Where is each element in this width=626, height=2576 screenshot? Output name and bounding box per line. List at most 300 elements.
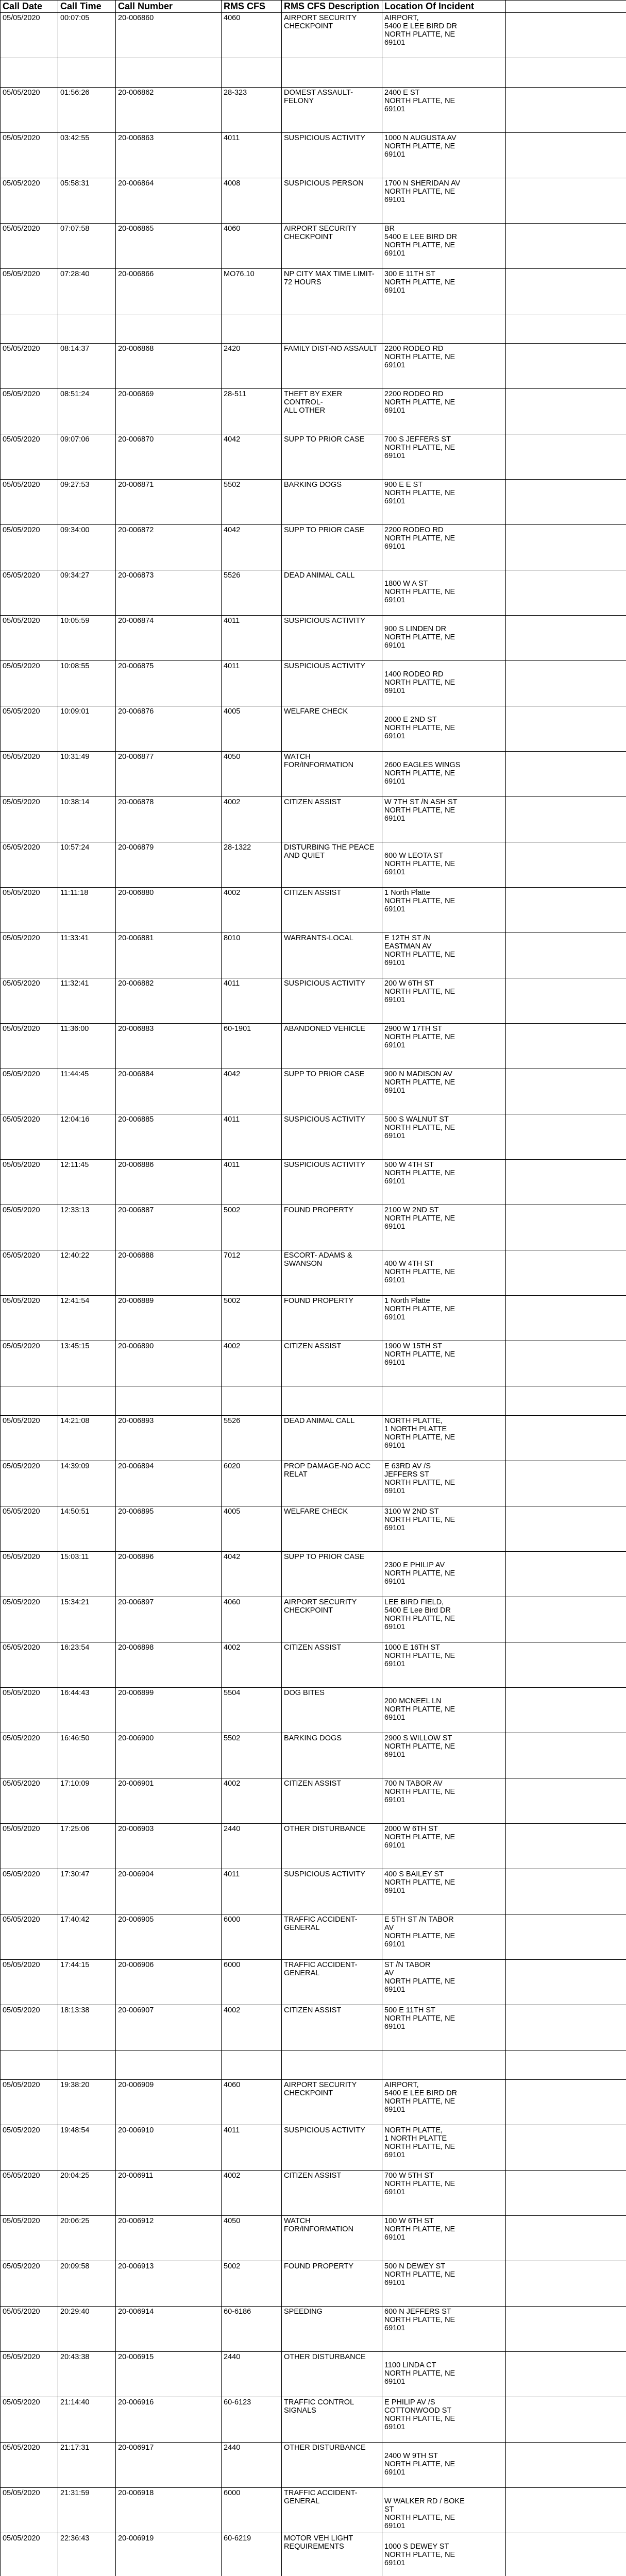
cell-call-time: 20:06:25 — [58, 2216, 116, 2261]
cell-location: 2900 S WILLOW ST NORTH PLATTE, NE 69101 — [382, 1733, 506, 1778]
cell-call-number: 20-006912 — [116, 2216, 222, 2261]
cell-extra — [506, 1341, 626, 1386]
cell-location: 700 W 5TH ST NORTH PLATTE, NE 69101 — [382, 2171, 506, 2216]
cell-rms-cfs: 60-6123 — [222, 2397, 282, 2443]
cell-call-number: 20-006903 — [116, 1824, 222, 1869]
table-row — [1, 1296, 626, 1341]
cell-rms-cfs: 60-6186 — [222, 2307, 282, 2352]
cell-location: E PHILIP AV /S COTTONWOOD ST NORTH PLATTE, NE 69101 — [382, 2397, 506, 2443]
cell-rms-cfs: 4002 — [222, 797, 282, 842]
table-row — [1, 2397, 626, 2443]
cell-rms-cfs: 4011 — [222, 978, 282, 1024]
cell-call-number: 20-006917 — [116, 2443, 222, 2488]
blank-cell — [1, 314, 58, 344]
cell-call-date: 05/05/2020 — [1, 88, 58, 133]
cell-rms-cfs: 4002 — [222, 1778, 282, 1824]
cell-location: 900 S LINDEN DR NORTH PLATTE, NE 69101 — [382, 616, 506, 661]
cell-call-number: 20-006878 — [116, 797, 222, 842]
cell-call-time: 11:36:00 — [58, 1024, 116, 1069]
cell-call-time: 21:31:59 — [58, 2488, 116, 2533]
cell-call-date: 05/05/2020 — [1, 1024, 58, 1069]
cell-rms-cfs: 4011 — [222, 661, 282, 706]
cell-call-date: 05/05/2020 — [1, 344, 58, 389]
cell-call-time: 09:27:53 — [58, 480, 116, 525]
cell-extra — [506, 1250, 626, 1296]
blank-cell — [1, 2050, 58, 2080]
cell-location: E 5TH ST /N TABOR AV NORTH PLATTE, NE 69101 — [382, 1914, 506, 1960]
cell-description: PROP DAMAGE-NO ACC RELAT — [282, 1461, 382, 1506]
header-call-date: Call Date — [1, 1, 58, 13]
cell-extra — [506, 1160, 626, 1205]
cell-location: 1000 S DEWEY ST NORTH PLATTE, NE 69101 — [382, 2533, 506, 2576]
cell-call-time: 17:40:42 — [58, 1914, 116, 1960]
cell-description: SUSPICIOUS ACTIVITY — [282, 616, 382, 661]
cell-extra — [506, 2533, 626, 2576]
cell-call-time: 08:14:37 — [58, 344, 116, 389]
cell-rms-cfs: 4011 — [222, 616, 282, 661]
cell-location: 400 W 4TH ST NORTH PLATTE, NE 69101 — [382, 1250, 506, 1296]
table-row — [1, 2307, 626, 2352]
cell-call-time: 07:28:40 — [58, 269, 116, 314]
cell-call-number: 20-006868 — [116, 344, 222, 389]
cell-extra — [506, 2171, 626, 2216]
cell-rms-cfs: 60-6219 — [222, 2533, 282, 2576]
cell-extra — [506, 1688, 626, 1733]
cell-call-date: 05/05/2020 — [1, 842, 58, 888]
cell-call-number: 20-006872 — [116, 525, 222, 570]
cell-call-date: 05/05/2020 — [1, 570, 58, 616]
cell-call-time: 18:13:38 — [58, 2005, 116, 2050]
cell-description: CITIZEN ASSIST — [282, 797, 382, 842]
table-row — [1, 344, 626, 389]
cell-description: WATCH FOR/INFORMATION — [282, 2216, 382, 2261]
cell-call-date: 05/05/2020 — [1, 1069, 58, 1114]
cell-call-date: 05/05/2020 — [1, 2216, 58, 2261]
cell-description: DEAD ANIMAL CALL — [282, 570, 382, 616]
cell-extra — [506, 1024, 626, 1069]
table-row — [1, 1205, 626, 1250]
cell-location: 1100 LINDA CT NORTH PLATTE, NE 69101 — [382, 2352, 506, 2397]
cell-location: W 7TH ST /N ASH ST NORTH PLATTE, NE 69101 — [382, 797, 506, 842]
cell-call-time: 14:21:08 — [58, 1416, 116, 1461]
blank-cell — [58, 2050, 116, 2080]
cell-extra — [506, 525, 626, 570]
cell-call-number: 20-006899 — [116, 1688, 222, 1733]
blank-cell — [282, 1386, 382, 1416]
cell-call-time: 11:44:45 — [58, 1069, 116, 1114]
cell-extra — [506, 1869, 626, 1914]
cell-call-date: 05/05/2020 — [1, 1778, 58, 1824]
cell-location: 500 N DEWEY ST NORTH PLATTE, NE 69101 — [382, 2261, 506, 2307]
table-row — [1, 1597, 626, 1642]
cell-call-number: 20-006882 — [116, 978, 222, 1024]
cell-extra — [506, 706, 626, 752]
cell-call-number: 20-006898 — [116, 1642, 222, 1688]
cell-description: AIRPORT SECURITY CHECKPOINT — [282, 224, 382, 269]
blank-cell — [116, 2050, 222, 2080]
cell-description: TRAFFIC ACCIDENT- GENERAL — [282, 1960, 382, 2005]
cell-call-date: 05/05/2020 — [1, 2080, 58, 2125]
cell-call-number: 20-006860 — [116, 13, 222, 58]
table-row — [1, 1250, 626, 1296]
cell-extra — [506, 616, 626, 661]
cell-rms-cfs: 60-1901 — [222, 1024, 282, 1069]
cell-call-number: 20-006888 — [116, 1250, 222, 1296]
cell-call-time: 12:11:45 — [58, 1160, 116, 1205]
cell-call-time: 20:09:58 — [58, 2261, 116, 2307]
cell-extra — [506, 2488, 626, 2533]
cell-call-time: 09:34:27 — [58, 570, 116, 616]
cell-call-number: 20-006864 — [116, 178, 222, 224]
cell-call-number: 20-006894 — [116, 1461, 222, 1506]
cell-call-time: 17:30:47 — [58, 1869, 116, 1914]
cell-rms-cfs: 4011 — [222, 133, 282, 178]
cell-description: CITIZEN ASSIST — [282, 888, 382, 933]
cell-call-time: 10:08:55 — [58, 661, 116, 706]
cell-description: FAMILY DIST-NO ASSAULT — [282, 344, 382, 389]
cell-call-number: 20-006866 — [116, 269, 222, 314]
cell-call-date: 05/05/2020 — [1, 933, 58, 978]
table-row — [1, 2352, 626, 2397]
cell-call-number: 20-006881 — [116, 933, 222, 978]
cell-call-date: 05/05/2020 — [1, 706, 58, 752]
blank-cell — [222, 314, 282, 344]
blank-row — [1, 58, 626, 88]
cell-call-number: 20-006865 — [116, 224, 222, 269]
cell-description: MOTOR VEH LIGHT REQUIREMENTS — [282, 2533, 382, 2576]
cell-location: 1000 E 16TH ST NORTH PLATTE, NE 69101 — [382, 1642, 506, 1688]
table-row — [1, 1733, 626, 1778]
cell-description: AIRPORT SECURITY CHECKPOINT — [282, 1597, 382, 1642]
cell-rms-cfs: 4002 — [222, 1341, 282, 1386]
cell-location: NORTH PLATTE, 1 NORTH PLATTE NORTH PLATTE, NE 69101 — [382, 2125, 506, 2171]
cell-rms-cfs: 5526 — [222, 1416, 282, 1461]
cell-rms-cfs: 2440 — [222, 2443, 282, 2488]
table-row — [1, 1506, 626, 1552]
cell-call-time: 10:38:14 — [58, 797, 116, 842]
cell-extra — [506, 1914, 626, 1960]
cell-call-number: 20-006877 — [116, 752, 222, 797]
cell-call-number: 20-006907 — [116, 2005, 222, 2050]
table-row — [1, 480, 626, 525]
cell-call-time: 16:46:50 — [58, 1733, 116, 1778]
cell-call-time: 00:07:05 — [58, 13, 116, 58]
cell-description: DISTURBING THE PEACE AND QUIET — [282, 842, 382, 888]
cell-rms-cfs: 4060 — [222, 224, 282, 269]
blank-cell — [222, 2050, 282, 2080]
cell-call-time: 10:57:24 — [58, 842, 116, 888]
cell-location: BR 5400 E LEE BIRD DR NORTH PLATTE, NE 69101 — [382, 224, 506, 269]
cell-call-time: 01:56:26 — [58, 88, 116, 133]
cell-description: SUSPICIOUS ACTIVITY — [282, 661, 382, 706]
table-row — [1, 1688, 626, 1733]
cell-rms-cfs: 6000 — [222, 1914, 282, 1960]
table-row — [1, 570, 626, 616]
cell-rms-cfs: 4011 — [222, 2125, 282, 2171]
table-row — [1, 842, 626, 888]
cell-call-number: 20-006876 — [116, 706, 222, 752]
cell-call-time: 21:14:40 — [58, 2397, 116, 2443]
table-row — [1, 1869, 626, 1914]
cell-call-number: 20-006863 — [116, 133, 222, 178]
cell-extra — [506, 978, 626, 1024]
cell-call-time: 11:11:18 — [58, 888, 116, 933]
cell-location: 900 E E ST NORTH PLATTE, NE 69101 — [382, 480, 506, 525]
cell-description: AIRPORT SECURITY CHECKPOINT — [282, 13, 382, 58]
cell-extra — [506, 224, 626, 269]
cell-call-number: 20-006904 — [116, 1869, 222, 1914]
cell-rms-cfs: 4005 — [222, 1506, 282, 1552]
header-location-of-incident: Location Of Incident — [382, 1, 506, 13]
cell-rms-cfs: 2440 — [222, 2352, 282, 2397]
cell-call-number: 20-006896 — [116, 1552, 222, 1597]
cell-location: ST /N TABOR AV NORTH PLATTE, NE 69101 — [382, 1960, 506, 2005]
cell-call-time: 15:03:11 — [58, 1552, 116, 1597]
cell-description: TRAFFIC ACCIDENT- GENERAL — [282, 1914, 382, 1960]
cell-location: 500 E 11TH ST NORTH PLATTE, NE 69101 — [382, 2005, 506, 2050]
cell-call-number: 20-006905 — [116, 1914, 222, 1960]
cell-description: WATCH FOR/INFORMATION — [282, 752, 382, 797]
cell-call-date: 05/05/2020 — [1, 2488, 58, 2533]
cell-call-number: 20-006874 — [116, 616, 222, 661]
cell-call-time: 11:32:41 — [58, 978, 116, 1024]
cell-extra — [506, 389, 626, 434]
cell-description: BARKING DOGS — [282, 480, 382, 525]
blank-cell — [282, 58, 382, 88]
blank-cell — [382, 1386, 506, 1416]
table-row — [1, 1960, 626, 2005]
cell-call-time: 12:33:13 — [58, 1205, 116, 1250]
blank-cell — [382, 2050, 506, 2080]
cell-call-number: 20-006911 — [116, 2171, 222, 2216]
cell-call-date: 05/05/2020 — [1, 2005, 58, 2050]
cell-extra — [506, 2125, 626, 2171]
cell-location: 400 S BAILEY ST NORTH PLATTE, NE 69101 — [382, 1869, 506, 1914]
cell-call-number: 20-006895 — [116, 1506, 222, 1552]
cell-location: 500 S WALNUT ST NORTH PLATTE, NE 69101 — [382, 1114, 506, 1160]
cell-description: TRAFFIC ACCIDENT- GENERAL — [282, 2488, 382, 2533]
cell-description: FOUND PROPERTY — [282, 1205, 382, 1250]
cell-call-number: 20-006901 — [116, 1778, 222, 1824]
cell-call-time: 19:48:54 — [58, 2125, 116, 2171]
cell-call-date: 05/05/2020 — [1, 1114, 58, 1160]
cell-rms-cfs: 4042 — [222, 434, 282, 480]
cell-rms-cfs: 4042 — [222, 525, 282, 570]
cell-description: CITIZEN ASSIST — [282, 2005, 382, 2050]
cell-extra — [506, 434, 626, 480]
cell-description: DOG BITES — [282, 1688, 382, 1733]
cell-rms-cfs: MO76.10 — [222, 269, 282, 314]
cell-description: FOUND PROPERTY — [282, 2261, 382, 2307]
cell-call-number: 20-006870 — [116, 434, 222, 480]
cell-rms-cfs: 5526 — [222, 570, 282, 616]
blank-cell — [58, 1386, 116, 1416]
cell-extra — [506, 1824, 626, 1869]
table-row — [1, 2171, 626, 2216]
cell-call-number: 20-006900 — [116, 1733, 222, 1778]
cell-location: 2600 EAGLES WINGS NORTH PLATTE, NE 69101 — [382, 752, 506, 797]
cell-location: 300 E 11TH ST NORTH PLATTE, NE 69101 — [382, 269, 506, 314]
table-row — [1, 13, 626, 58]
cell-description: CITIZEN ASSIST — [282, 1642, 382, 1688]
cell-rms-cfs: 4050 — [222, 2216, 282, 2261]
table-row — [1, 434, 626, 480]
cell-description: OTHER DISTURBANCE — [282, 2443, 382, 2488]
cell-call-date: 05/05/2020 — [1, 1461, 58, 1506]
cell-extra — [506, 1597, 626, 1642]
cell-call-time: 12:40:22 — [58, 1250, 116, 1296]
cell-location: 500 W 4TH ST NORTH PLATTE, NE 69101 — [382, 1160, 506, 1205]
blank-cell — [382, 58, 506, 88]
cell-rms-cfs: 28-1322 — [222, 842, 282, 888]
table-row — [1, 2216, 626, 2261]
table-row — [1, 1024, 626, 1069]
cell-call-date: 05/05/2020 — [1, 1416, 58, 1461]
cell-location: 1900 W 15TH ST NORTH PLATTE, NE 69101 — [382, 1341, 506, 1386]
cell-extra — [506, 2216, 626, 2261]
table-row — [1, 1914, 626, 1960]
cell-description: SUSPICIOUS ACTIVITY — [282, 2125, 382, 2171]
cell-rms-cfs: 4002 — [222, 888, 282, 933]
cell-call-date: 05/05/2020 — [1, 1160, 58, 1205]
cell-location: 100 W 6TH ST NORTH PLATTE, NE 69101 — [382, 2216, 506, 2261]
cell-description: DEAD ANIMAL CALL — [282, 1416, 382, 1461]
cell-call-time: 15:34:21 — [58, 1597, 116, 1642]
cell-call-time: 09:34:00 — [58, 525, 116, 570]
header-call-time: Call Time — [58, 1, 116, 13]
cell-call-time: 10:31:49 — [58, 752, 116, 797]
cell-extra — [506, 480, 626, 525]
cell-extra — [506, 570, 626, 616]
cell-call-number: 20-006919 — [116, 2533, 222, 2576]
cell-rms-cfs: 4002 — [222, 2171, 282, 2216]
cell-call-number: 20-006869 — [116, 389, 222, 434]
cell-call-date: 05/05/2020 — [1, 1296, 58, 1341]
cell-location: LEE BIRD FIELD, 5400 E Lee Bird DR NORTH PLATTE, NE 69101 — [382, 1597, 506, 1642]
blank-row — [1, 1386, 626, 1416]
cell-description: SUSPICIOUS ACTIVITY — [282, 1114, 382, 1160]
cell-call-number: 20-006918 — [116, 2488, 222, 2533]
cell-call-number: 20-006906 — [116, 1960, 222, 2005]
cell-extra — [506, 2261, 626, 2307]
blank-cell — [58, 314, 116, 344]
cell-call-date: 05/05/2020 — [1, 13, 58, 58]
cell-extra — [506, 178, 626, 224]
cell-extra — [506, 2443, 626, 2488]
cell-call-number: 20-006913 — [116, 2261, 222, 2307]
cell-rms-cfs: 4002 — [222, 2005, 282, 2050]
cell-extra — [506, 1552, 626, 1597]
cell-rms-cfs: 5504 — [222, 1688, 282, 1733]
cell-call-time: 11:33:41 — [58, 933, 116, 978]
cell-description: THEFT BY EXER CONTROL- ALL OTHER — [282, 389, 382, 434]
cell-location: 2900 W 17TH ST NORTH PLATTE, NE 69101 — [382, 1024, 506, 1069]
cell-extra — [506, 797, 626, 842]
header-blank — [506, 1, 626, 13]
cell-extra — [506, 344, 626, 389]
cell-call-date: 05/05/2020 — [1, 888, 58, 933]
cell-description: WELFARE CHECK — [282, 1506, 382, 1552]
cell-location: 900 N MADISON AV NORTH PLATTE, NE 69101 — [382, 1069, 506, 1114]
cell-call-time: 12:41:54 — [58, 1296, 116, 1341]
cell-extra — [506, 1642, 626, 1688]
table-row — [1, 933, 626, 978]
cell-rms-cfs: 4002 — [222, 1642, 282, 1688]
cell-extra — [506, 842, 626, 888]
cell-call-number: 20-006884 — [116, 1069, 222, 1114]
cell-call-number: 20-006886 — [116, 1160, 222, 1205]
cell-location: 2200 RODEO RD NORTH PLATTE, NE 69101 — [382, 344, 506, 389]
table-row — [1, 178, 626, 224]
cell-description: CITIZEN ASSIST — [282, 1341, 382, 1386]
header-rms-cfs: RMS CFS — [222, 1, 282, 13]
table-row — [1, 752, 626, 797]
cell-call-number: 20-006885 — [116, 1114, 222, 1160]
table-row — [1, 1114, 626, 1160]
cell-location: 200 W 6TH ST NORTH PLATTE, NE 69101 — [382, 978, 506, 1024]
cell-description: ESCORT- ADAMS & SWANSON — [282, 1250, 382, 1296]
cell-call-time: 17:10:09 — [58, 1778, 116, 1824]
cell-call-time: 16:23:54 — [58, 1642, 116, 1688]
table-row — [1, 2125, 626, 2171]
table-row — [1, 1160, 626, 1205]
cell-description: SUSPICIOUS ACTIVITY — [282, 1160, 382, 1205]
cell-description: NP CITY MAX TIME LIMIT- 72 HOURS — [282, 269, 382, 314]
cell-call-time: 19:38:20 — [58, 2080, 116, 2125]
table-row — [1, 797, 626, 842]
table-row — [1, 661, 626, 706]
cell-rms-cfs: 28-323 — [222, 88, 282, 133]
cell-call-number: 20-006862 — [116, 88, 222, 133]
cell-call-date: 05/05/2020 — [1, 1552, 58, 1597]
cell-extra — [506, 1205, 626, 1250]
cell-location: 1 North Platte NORTH PLATTE, NE 69101 — [382, 888, 506, 933]
cell-call-time: 05:58:31 — [58, 178, 116, 224]
table-row — [1, 1416, 626, 1461]
cell-rms-cfs: 4060 — [222, 13, 282, 58]
cell-extra — [506, 88, 626, 133]
table-row — [1, 1824, 626, 1869]
cell-extra — [506, 133, 626, 178]
cell-location: 2200 RODEO RD NORTH PLATTE, NE 69101 — [382, 389, 506, 434]
cell-call-time: 12:04:16 — [58, 1114, 116, 1160]
table-row — [1, 1642, 626, 1688]
cell-extra — [506, 888, 626, 933]
cell-call-date: 05/05/2020 — [1, 1733, 58, 1778]
blank-cell — [1, 1386, 58, 1416]
blank-cell — [222, 1386, 282, 1416]
cell-call-date: 05/05/2020 — [1, 2261, 58, 2307]
cell-call-number: 20-006889 — [116, 1296, 222, 1341]
cell-call-date: 05/05/2020 — [1, 616, 58, 661]
cell-location: 1 North Platte NORTH PLATTE, NE 69101 — [382, 1296, 506, 1341]
blank-row — [1, 2050, 626, 2080]
cell-description: AIRPORT SECURITY CHECKPOINT — [282, 2080, 382, 2125]
cell-location: E 63RD AV /S JEFFERS ST NORTH PLATTE, NE 69101 — [382, 1461, 506, 1506]
table-row — [1, 1461, 626, 1506]
cell-extra — [506, 269, 626, 314]
cell-location: 1700 N SHERIDAN AV NORTH PLATTE, NE 69101 — [382, 178, 506, 224]
cell-call-date: 05/05/2020 — [1, 2397, 58, 2443]
cell-extra — [506, 2080, 626, 2125]
cell-description: SUSPICIOUS ACTIVITY — [282, 1869, 382, 1914]
blank-cell — [58, 58, 116, 88]
blank-cell — [382, 314, 506, 344]
cell-call-number: 20-006887 — [116, 1205, 222, 1250]
cell-description: SPEEDING — [282, 2307, 382, 2352]
cell-call-time: 20:29:40 — [58, 2307, 116, 2352]
cell-call-date: 05/05/2020 — [1, 1597, 58, 1642]
